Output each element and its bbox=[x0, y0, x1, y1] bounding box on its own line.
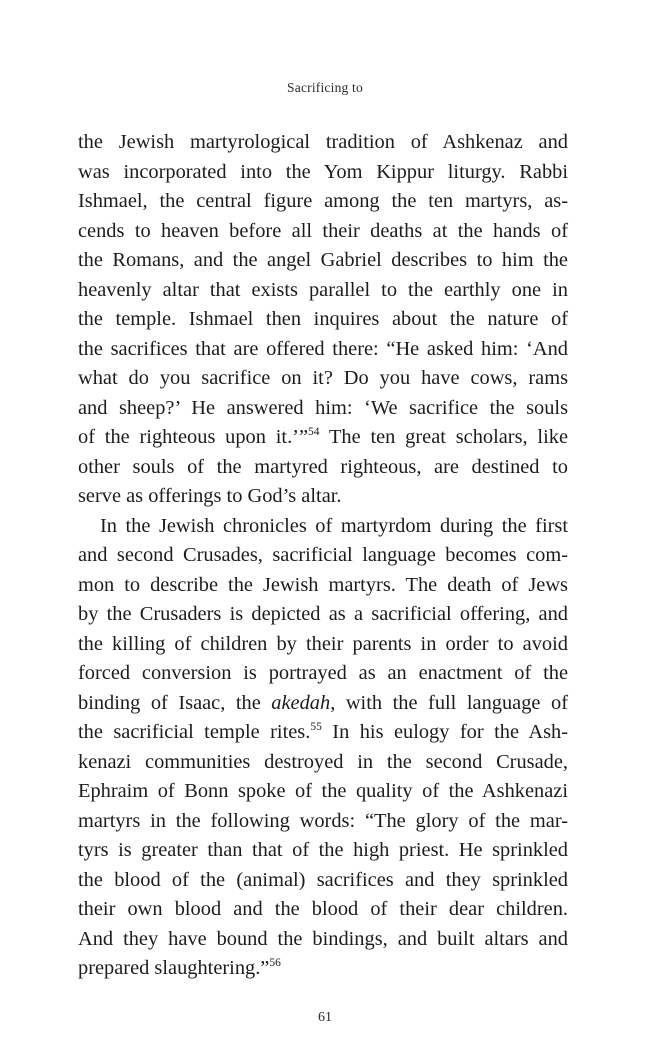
text-line: In the Jewish chronicles of martyrdom during the first bbox=[100, 514, 568, 537]
text-line: mon to describe the Jewish martyrs. The death of Jews bbox=[78, 573, 568, 596]
text-line: the Jewish martyrological tradition of Ashkenaz and bbox=[78, 131, 568, 153]
text-line: the Romans, and the angel Gabriel describes to him the bbox=[78, 249, 568, 271]
running-head: Sacrificing to bbox=[287, 80, 363, 95]
text-line: the blood of the (animal) sacrifices and they sprinkled bbox=[78, 868, 568, 891]
text-fragment: , with the full language of bbox=[330, 691, 568, 714]
text-line: heavenly altar that exists parallel to the earthly one in bbox=[78, 278, 568, 301]
text-fragment: of the righteous upon it.’” bbox=[78, 426, 309, 448]
paragraph bbox=[78, 512, 568, 984]
text-line: other souls of the martyred righteous, are destined to bbox=[78, 455, 568, 478]
text-line: Ephraim of Bonn spoke of the quality of the Ashkenazi bbox=[78, 780, 568, 802]
text-line bbox=[78, 423, 568, 453]
text-line: the killing of children by their parents in order to avoid bbox=[78, 632, 568, 655]
text-line: the sacrifices that are offered there: “He asked him: ‘And bbox=[78, 337, 568, 360]
text-fragment: prepared slaughtering.” bbox=[78, 957, 270, 979]
footnote-marker-55[interactable]: 55 bbox=[310, 721, 322, 733]
paragraph-continued bbox=[78, 128, 568, 512]
text-line: was incorporated into the Yom Kippur liturgy. Rabbi bbox=[78, 160, 568, 183]
text-fragment: the sacrificial temple rites. bbox=[78, 721, 311, 743]
text-line: martyrs in the following words: “The glory of the mar- bbox=[78, 809, 568, 832]
text-line: cends to heaven before all their deaths at the hands of bbox=[78, 219, 568, 242]
body-text bbox=[78, 128, 568, 984]
footnote-marker-54[interactable]: 54 bbox=[308, 426, 320, 438]
text-line: serve as offerings to God’s altar. bbox=[78, 485, 342, 507]
text-line: and second Crusades, sacrificial language becomes com- bbox=[78, 544, 568, 566]
text-fragment: The ten great scholars, like bbox=[319, 426, 568, 448]
text-line: Ishmael, the central figure among the ten martyrs, as- bbox=[78, 190, 568, 212]
text-line: by the Crusaders is depicted as a sacrificial offering, and bbox=[78, 603, 568, 625]
page-number: 61 bbox=[318, 1010, 332, 1025]
text-line: forced conversion is portrayed as an enactment of the bbox=[78, 662, 568, 684]
text-line: tyrs is greater than that of the high priest. He sprinkled bbox=[78, 839, 568, 861]
text-line bbox=[78, 718, 568, 748]
text-fragment: In his eulogy for the Ash- bbox=[321, 721, 568, 743]
text-line: and sheep?’ He answered him: ‘We sacrifice the souls bbox=[78, 396, 568, 419]
text-line: kenazi communities destroyed in the second Crusade, bbox=[78, 750, 568, 773]
footnote-marker-56[interactable]: 56 bbox=[269, 957, 281, 969]
text-line: And they have bound the bindings, and built altars and bbox=[78, 927, 568, 950]
italic-term: akedah bbox=[271, 691, 331, 714]
text-fragment: binding of Isaac, the bbox=[78, 691, 272, 714]
text-line bbox=[78, 689, 568, 719]
text-line bbox=[78, 954, 568, 984]
text-line: what do you sacrifice on it? Do you have cows, rams bbox=[78, 367, 568, 389]
text-line: the temple. Ishmael then inquires about the nature of bbox=[78, 308, 568, 330]
text-line: their own blood and the blood of their dear children. bbox=[78, 898, 568, 920]
